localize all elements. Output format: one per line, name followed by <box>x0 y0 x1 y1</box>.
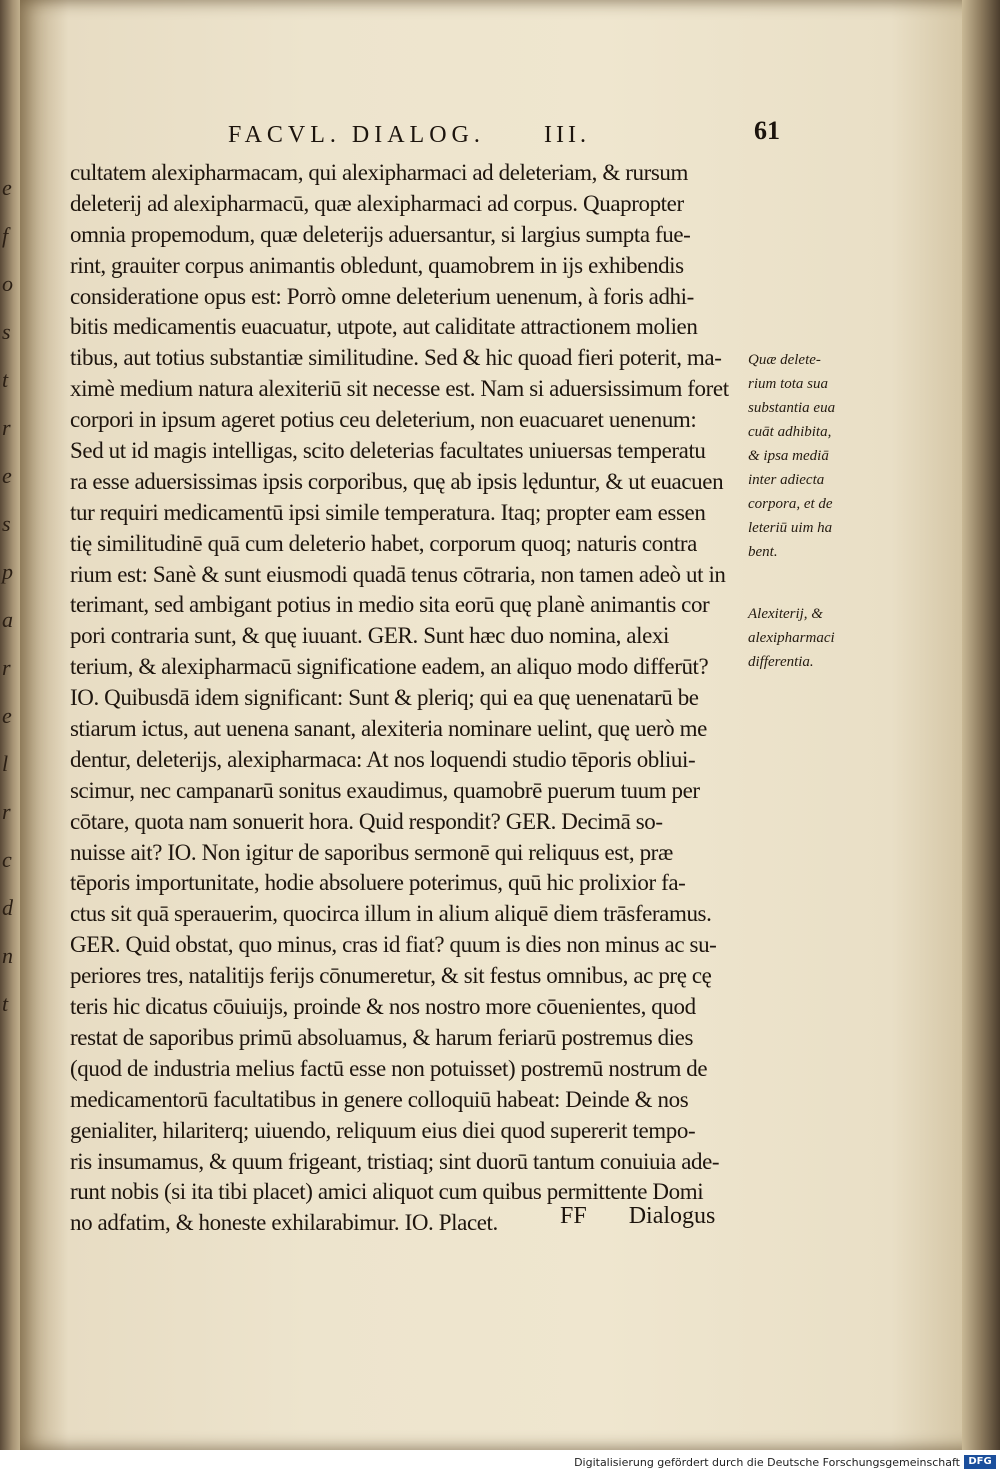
signature-mark: FF <box>560 1203 587 1229</box>
text-line: scimur, nec campanarū sonitus exaudimus, quamobrē puerum tuum per <box>70 777 700 803</box>
margin-note-line: inter adiecta <box>748 472 825 488</box>
margin-note-line: rium tota sua <box>748 376 829 392</box>
margin-note-line: bent. <box>748 544 778 560</box>
text-line: genialiter, hilariterq; uiuendo, reliquum eius diei quod supererit tempo- <box>70 1117 696 1143</box>
catchword-text: Dialogus <box>628 1203 716 1229</box>
margin-note-line: & ipsa mediā <box>748 448 829 464</box>
text-line: omnia propemodum, quæ deleterijs aduersantur, si largius sumpta fue- <box>70 221 691 247</box>
margin-note-line: cuāt adhibita, <box>748 424 832 440</box>
facing-page-fragment: e <box>2 703 12 728</box>
text-line: deleterij ad alexipharmacū, quæ alexipharmaci ad corpus. Quapropter <box>70 190 684 216</box>
facing-page-fragment: r <box>2 799 11 824</box>
dialogue-number: III. <box>544 122 590 148</box>
text-line: ctus sit quā sperauerim, quocirca illum in alium aliquē diem trāsferamus. <box>70 901 712 927</box>
text-line: teris hic dicatus cōuiuijs, proinde & nos nostro more cōuenientes, quod <box>70 994 696 1020</box>
running-title: FACVL. DIALOG. <box>228 122 485 148</box>
text-line: GER. Quid obstat, quo minus, cras id fiat? quum is dies non minus ac su- <box>70 932 717 958</box>
text-line: tibus, aut totius substantiæ similitudine. Sed & hic quoad fieri poterit, ma- <box>70 345 722 371</box>
text-line: rium est: Sanè & sunt eiusmodi quadā tenus cōtraria, non tamen adeò ut in <box>70 561 726 587</box>
facing-page-fragment: o <box>2 271 13 296</box>
text-line: tię similitudinē quā cum deleterio habet, corporum quoq; naturis contra <box>70 530 697 556</box>
text-line: tur requiri medicamentū ipsi simile temperatura. Itaq; propter eam essen <box>70 499 706 525</box>
margin-note <box>748 348 868 564</box>
facing-page-fragment: d <box>2 895 13 920</box>
text-line: ximè medium natura alexiteriū sit necesse est. Nam si aduersissimum foret <box>70 376 729 402</box>
margin-note-line: leteriū uim ha <box>748 520 833 536</box>
text-line: restat de saporibus primū absoluamus, & harum feriarū postremus dies <box>70 1024 694 1050</box>
text-line: nuisse ait? IO. Non igitur de saporibus sermonē qui reliquus est, præ <box>70 839 673 865</box>
text-line: bitis medicamentis euacuatur, utpote, aut caliditate attractionem molien <box>70 314 698 340</box>
page-header <box>228 116 788 160</box>
text-line: runt nobis (si ita tibi placet) amici aliquot cum quibus permittente Domi <box>70 1179 704 1205</box>
facing-page-fragment: f <box>2 223 9 248</box>
margin-note-line: corpora, et de <box>748 496 833 512</box>
text-line: ra esse aduersissimas ipsis corporibus, quę ab ipsis lęduntur, & ut euacuen <box>70 468 724 494</box>
facing-page-fragment: e <box>2 175 12 200</box>
text-line: tēporis importunitate, hodie absoluere poterimus, quū hic prolixior fa- <box>70 870 686 896</box>
text-line: IO. Quibusdā idem significant: Sunt & pleriq; qui ea quę uenenatarū be <box>70 685 699 711</box>
funding-credit: Digitalisierung gefördert durch die Deutsche Forschungsgemeinschaft <box>574 1456 960 1469</box>
margin-note <box>748 602 868 674</box>
text-line: cultatem alexipharmacam, qui alexipharmaci ad deleteriam, & rursum <box>70 160 688 185</box>
facing-page-fragment: a <box>2 607 13 632</box>
folio-number: 61 <box>754 116 780 145</box>
text-line: rint, grauiter corpus animantis obledunt, quamobrem in ijs exhibendis <box>70 252 684 278</box>
text-line: (quod de industria melius factū esse non potuisset) postremū nostrum de <box>70 1055 708 1081</box>
facing-page-fragment: r <box>2 655 11 680</box>
facing-page-fragment: r <box>2 415 11 440</box>
facing-page-fragment: e <box>2 463 12 488</box>
text-line: Sed ut id magis intelligas, scito deleterias facultates uniuersas temperatu <box>70 438 706 464</box>
facing-page-fragment: s <box>2 319 11 344</box>
text-line: terium, & alexipharmacū significatione eadem, an aliquo modo differūt? <box>70 654 709 680</box>
margin-note-line: alexipharmaci <box>748 630 835 646</box>
margin-note-line: differentia. <box>748 654 814 670</box>
text-line: terimant, sed ambigant potius in medio sita eorū quę planè animantis cor <box>70 592 710 618</box>
facing-page-fragment: s <box>2 511 11 536</box>
margin-note-line: Alexiterij, & <box>748 606 823 622</box>
facing-page-fragment: p <box>2 559 13 584</box>
facing-page-fragment: c <box>2 847 12 872</box>
text-line: periores tres, natalitijs ferijs cōnumeretur, & sit festus omnibus, ac prę cę <box>70 963 712 989</box>
text-line: medicamentorū facultatibus in genere colloquiū habeat: Deinde & nos <box>70 1086 689 1112</box>
margin-note-line: Quæ delete- <box>748 352 821 368</box>
text-line: no adfatim, & honeste exhilarabimur. IO. Placet. <box>70 1210 498 1236</box>
text-line: dentur, deleterijs, alexipharmaca: At nos loquendi studio tēporis obliui- <box>70 746 696 772</box>
margin-note-line: substantia eua <box>748 400 836 416</box>
catchword <box>560 1203 715 1230</box>
dfg-logo: DFG <box>964 1455 996 1469</box>
page-fore-edge <box>962 0 1000 1450</box>
text-line: consideratione opus est: Porrò omne deleterium uenenum, à foris adhi- <box>70 283 694 309</box>
body-text <box>70 158 755 1239</box>
text-line: corpori in ipsum ageret potius ceu deleterium, non euacuaret uenenum: <box>70 407 697 433</box>
left-page-edge <box>0 0 22 1450</box>
text-line: pori contraria sunt, & quę iuuant. GER. Sunt hæc duo nomina, alexi <box>70 623 669 649</box>
text-line: stiarum ictus, aut uenena sanant, alexiteria nominare uelint, quę uerò me <box>70 716 707 742</box>
facing-page-fragment: t <box>2 991 9 1016</box>
text-line: ris insumamus, & quum frigeant, tristiaq; sint duorū tantum conuiuia ade- <box>70 1148 720 1174</box>
margin-notes <box>748 348 868 712</box>
facing-page-fragment: l <box>2 751 9 776</box>
text-line: cōtare, quota nam sonuerit hora. Quid respondit? GER. Decimā so- <box>70 808 663 834</box>
facing-page-fragment: t <box>2 367 9 392</box>
facing-page-fragment: n <box>2 943 13 968</box>
